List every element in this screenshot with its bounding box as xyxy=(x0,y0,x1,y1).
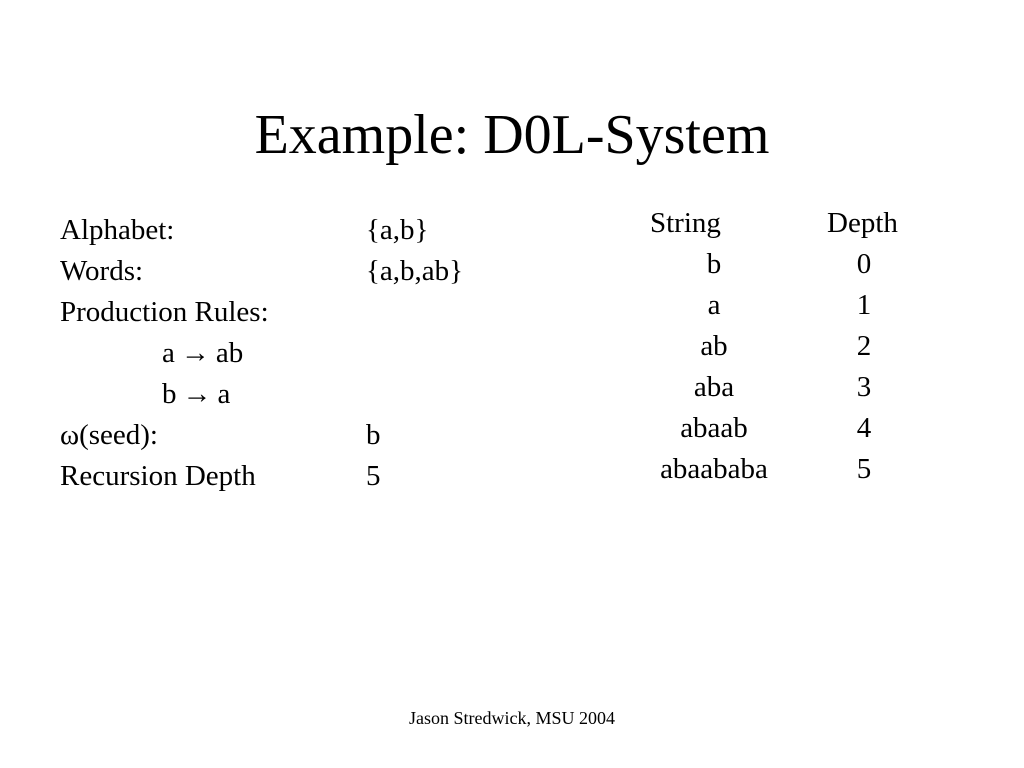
depth-cell: 3 xyxy=(856,371,872,403)
string-cell: aba xyxy=(693,371,735,403)
rule-lhs: a xyxy=(162,337,175,369)
depth-cell: 2 xyxy=(856,330,872,362)
rule-lhs: b xyxy=(162,378,177,410)
table-row xyxy=(650,408,950,449)
table-row xyxy=(650,449,950,490)
footer-credit: Jason Stredwick, MSU 2004 xyxy=(409,708,615,728)
alphabet-value: {a,b} xyxy=(366,214,429,246)
alphabet-row xyxy=(60,210,520,251)
definitions-block xyxy=(60,210,520,497)
production-rule xyxy=(60,333,520,374)
recursion-depth-value: 5 xyxy=(366,460,381,492)
words-value: {a,b,ab} xyxy=(366,255,464,287)
depth-cell: 5 xyxy=(856,453,872,485)
slide-title: Example: D0L-System xyxy=(254,104,770,166)
table-header xyxy=(650,203,950,244)
recursion-depth-row xyxy=(60,456,520,497)
production-rule xyxy=(60,374,520,415)
table-row xyxy=(650,244,950,285)
seed-row xyxy=(60,415,520,456)
derivation-table xyxy=(650,203,950,490)
production-rules-label: Production Rules: xyxy=(60,296,269,328)
column-header-depth: Depth xyxy=(827,207,898,239)
seed-value: b xyxy=(366,419,381,451)
rule-rhs: a xyxy=(217,378,231,410)
recursion-depth-label: Recursion Depth xyxy=(60,460,256,492)
string-cell: a xyxy=(707,289,721,321)
string-cell: ab xyxy=(700,330,728,362)
string-cell: abaab xyxy=(680,412,748,444)
words-label: Words: xyxy=(60,255,144,287)
rules-heading-row xyxy=(60,292,520,333)
rule-rhs: ab xyxy=(215,337,244,369)
arrow-icon: → xyxy=(180,337,210,369)
depth-cell: 1 xyxy=(856,289,872,321)
words-row xyxy=(60,251,520,292)
column-header-string: String xyxy=(650,207,721,239)
string-cell: abaababa xyxy=(660,453,768,485)
seed-label: ω(seed): xyxy=(60,419,158,451)
alphabet-label: Alphabet: xyxy=(60,214,175,246)
string-cell: b xyxy=(706,248,722,280)
arrow-icon: → xyxy=(182,378,212,410)
table-row xyxy=(650,285,950,326)
table-row xyxy=(650,326,950,367)
depth-cell: 4 xyxy=(856,412,872,444)
table-row xyxy=(650,367,950,408)
depth-cell: 0 xyxy=(856,248,872,280)
